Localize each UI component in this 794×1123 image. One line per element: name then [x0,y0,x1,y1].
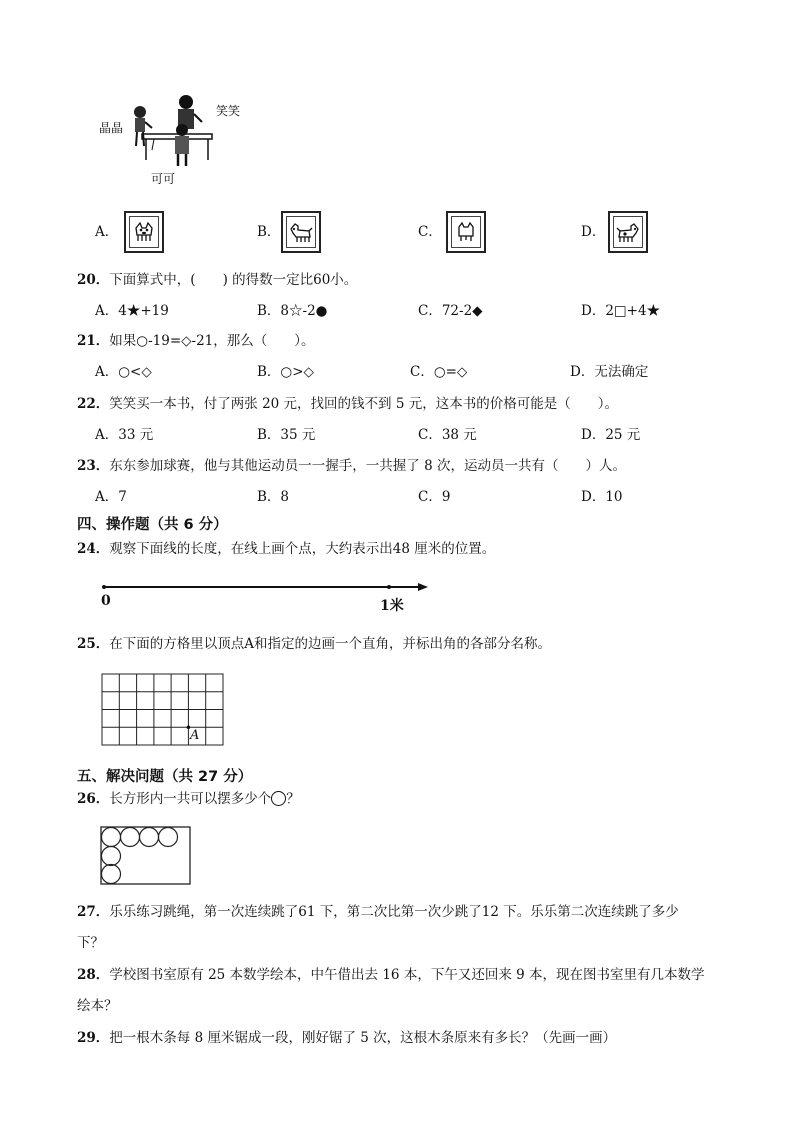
q28-text-line2: 绘本？ [77,998,118,1014]
q20-stem [77,271,357,289]
q19-option-b-picture[interactable] [281,211,321,253]
q24-text: 观察下面线的长度，在线上画个点，大约表示出48 厘米的位置。 [109,541,496,557]
children-table-drawing [130,90,220,172]
q20-option-b[interactable]: B．8☆-2● [257,303,328,319]
dog-right-icon [616,220,640,244]
dog-left-icon [289,220,313,244]
q24-end-label: 1米 [380,598,404,614]
q26-text-after: ？ [286,791,300,807]
q22-stem [77,395,618,413]
q27-text-line2: 下？ [77,935,104,951]
q29-number: 29． [77,1030,110,1046]
q24-start-label: 0 [101,593,111,609]
scene-name-right: 笑笑 [216,104,241,118]
q22-option-d[interactable]: D．25 元 [581,427,641,443]
q25-square-grid[interactable] [101,673,225,747]
q24-number: 24． [77,541,110,557]
q20-option-a[interactable]: A．4★+19 [95,303,169,319]
q25-stem [77,635,551,653]
q23-option-b[interactable]: B．8 [257,489,290,505]
q21-option-c[interactable]: C．○=◇ [410,364,468,380]
q27-text-line1: 乐乐练习跳绳，第一次连续跳了61 下，第二次比第一次少跳了12 下。乐乐第二次连续跳了多少 [109,904,679,920]
q19-option-a-picture[interactable] [124,211,164,253]
q27-number: 27． [77,904,110,920]
q21-option-d[interactable]: D．无法确定 [570,364,649,380]
q28-stem-line1 [77,966,705,984]
q22-option-c[interactable]: C．38 元 [418,427,477,443]
section-5-title: 五、解决问题（共 27 分） [77,769,253,785]
q25-text: 在下面的方格里以顶点A和指定的边画一个直角，并标出角的各部分名称。 [109,636,552,652]
q28-number: 28． [77,967,110,983]
section-4-title: 四、操作题（共 6 分） [77,517,228,533]
q22-text: 笑笑买一本书，付了两张 20 元，找回的钱不到 5 元，这本书的价格可能是（ ）。 [109,396,618,412]
q28-text-line1: 学校图书室原有 25 本数学绘本，中午借出去 16 本，下午又还回来 9 本，现在图书室里有几本数学 [109,967,705,983]
q29-stem [77,1029,616,1047]
q29-text: 把一根木条每 8 厘米锯成一段，刚好锯了 5 次，这根木条原来有多长？（先画一画） [109,1030,617,1046]
q19-option-d-label[interactable]: D． [581,224,606,240]
q20-option-d[interactable]: D．2□+4★ [581,303,661,319]
circle-icon [271,791,286,806]
q19-option-c-picture[interactable] [446,211,486,253]
q21-number: 21． [77,333,110,349]
q21-stem [77,332,315,350]
q23-stem [77,457,626,475]
q20-text: 下面算式中，( ) 的得数一定比60小。 [109,272,358,288]
q20-option-c[interactable]: C．72-2◆ [418,303,483,319]
q26-rectangle-circles[interactable] [100,826,192,886]
q22-number: 22． [77,396,110,412]
q26-text-before: 长方形内一共可以摆多少个 [109,791,272,807]
q21-text: 如果○-19=◇-21，那么（ ）。 [109,333,315,349]
q22-option-b[interactable]: B．35 元 [257,427,316,443]
q19-option-b-label[interactable]: B． [257,224,281,240]
q23-text: 东东参加球赛，他与其他运动员一一握手，一共握了 8 次，运动员一共有（ ）人。 [109,458,626,474]
q23-option-d[interactable]: D．10 [581,489,623,505]
q21-option-b[interactable]: B．○>◇ [257,364,314,380]
q26-number: 26． [77,791,110,807]
q23-number: 23． [77,458,110,474]
q22-option-a[interactable]: A．33 元 [95,427,154,443]
q26-stem [77,790,300,808]
dog-back-icon [454,220,478,244]
q27-stem-line1 [77,903,679,921]
q23-option-a[interactable]: A．7 [95,489,127,505]
scene-name-left: 晶晶 [99,121,124,135]
q19-option-d-picture[interactable] [608,211,648,253]
q23-option-c[interactable]: C．9 [418,489,451,505]
scene-illustration [95,90,265,190]
q21-option-a[interactable]: A．○<◇ [95,364,152,380]
scene-name-bottom: 可可 [151,172,176,186]
dog-front-icon [132,220,156,244]
q19-option-a-label[interactable]: A． [95,224,119,240]
q20-number: 20． [77,272,110,288]
q24-stem [77,540,495,558]
q19-option-c-label[interactable]: C． [418,224,442,240]
q25-point-label: A [190,728,200,743]
q25-number: 25． [77,636,110,652]
